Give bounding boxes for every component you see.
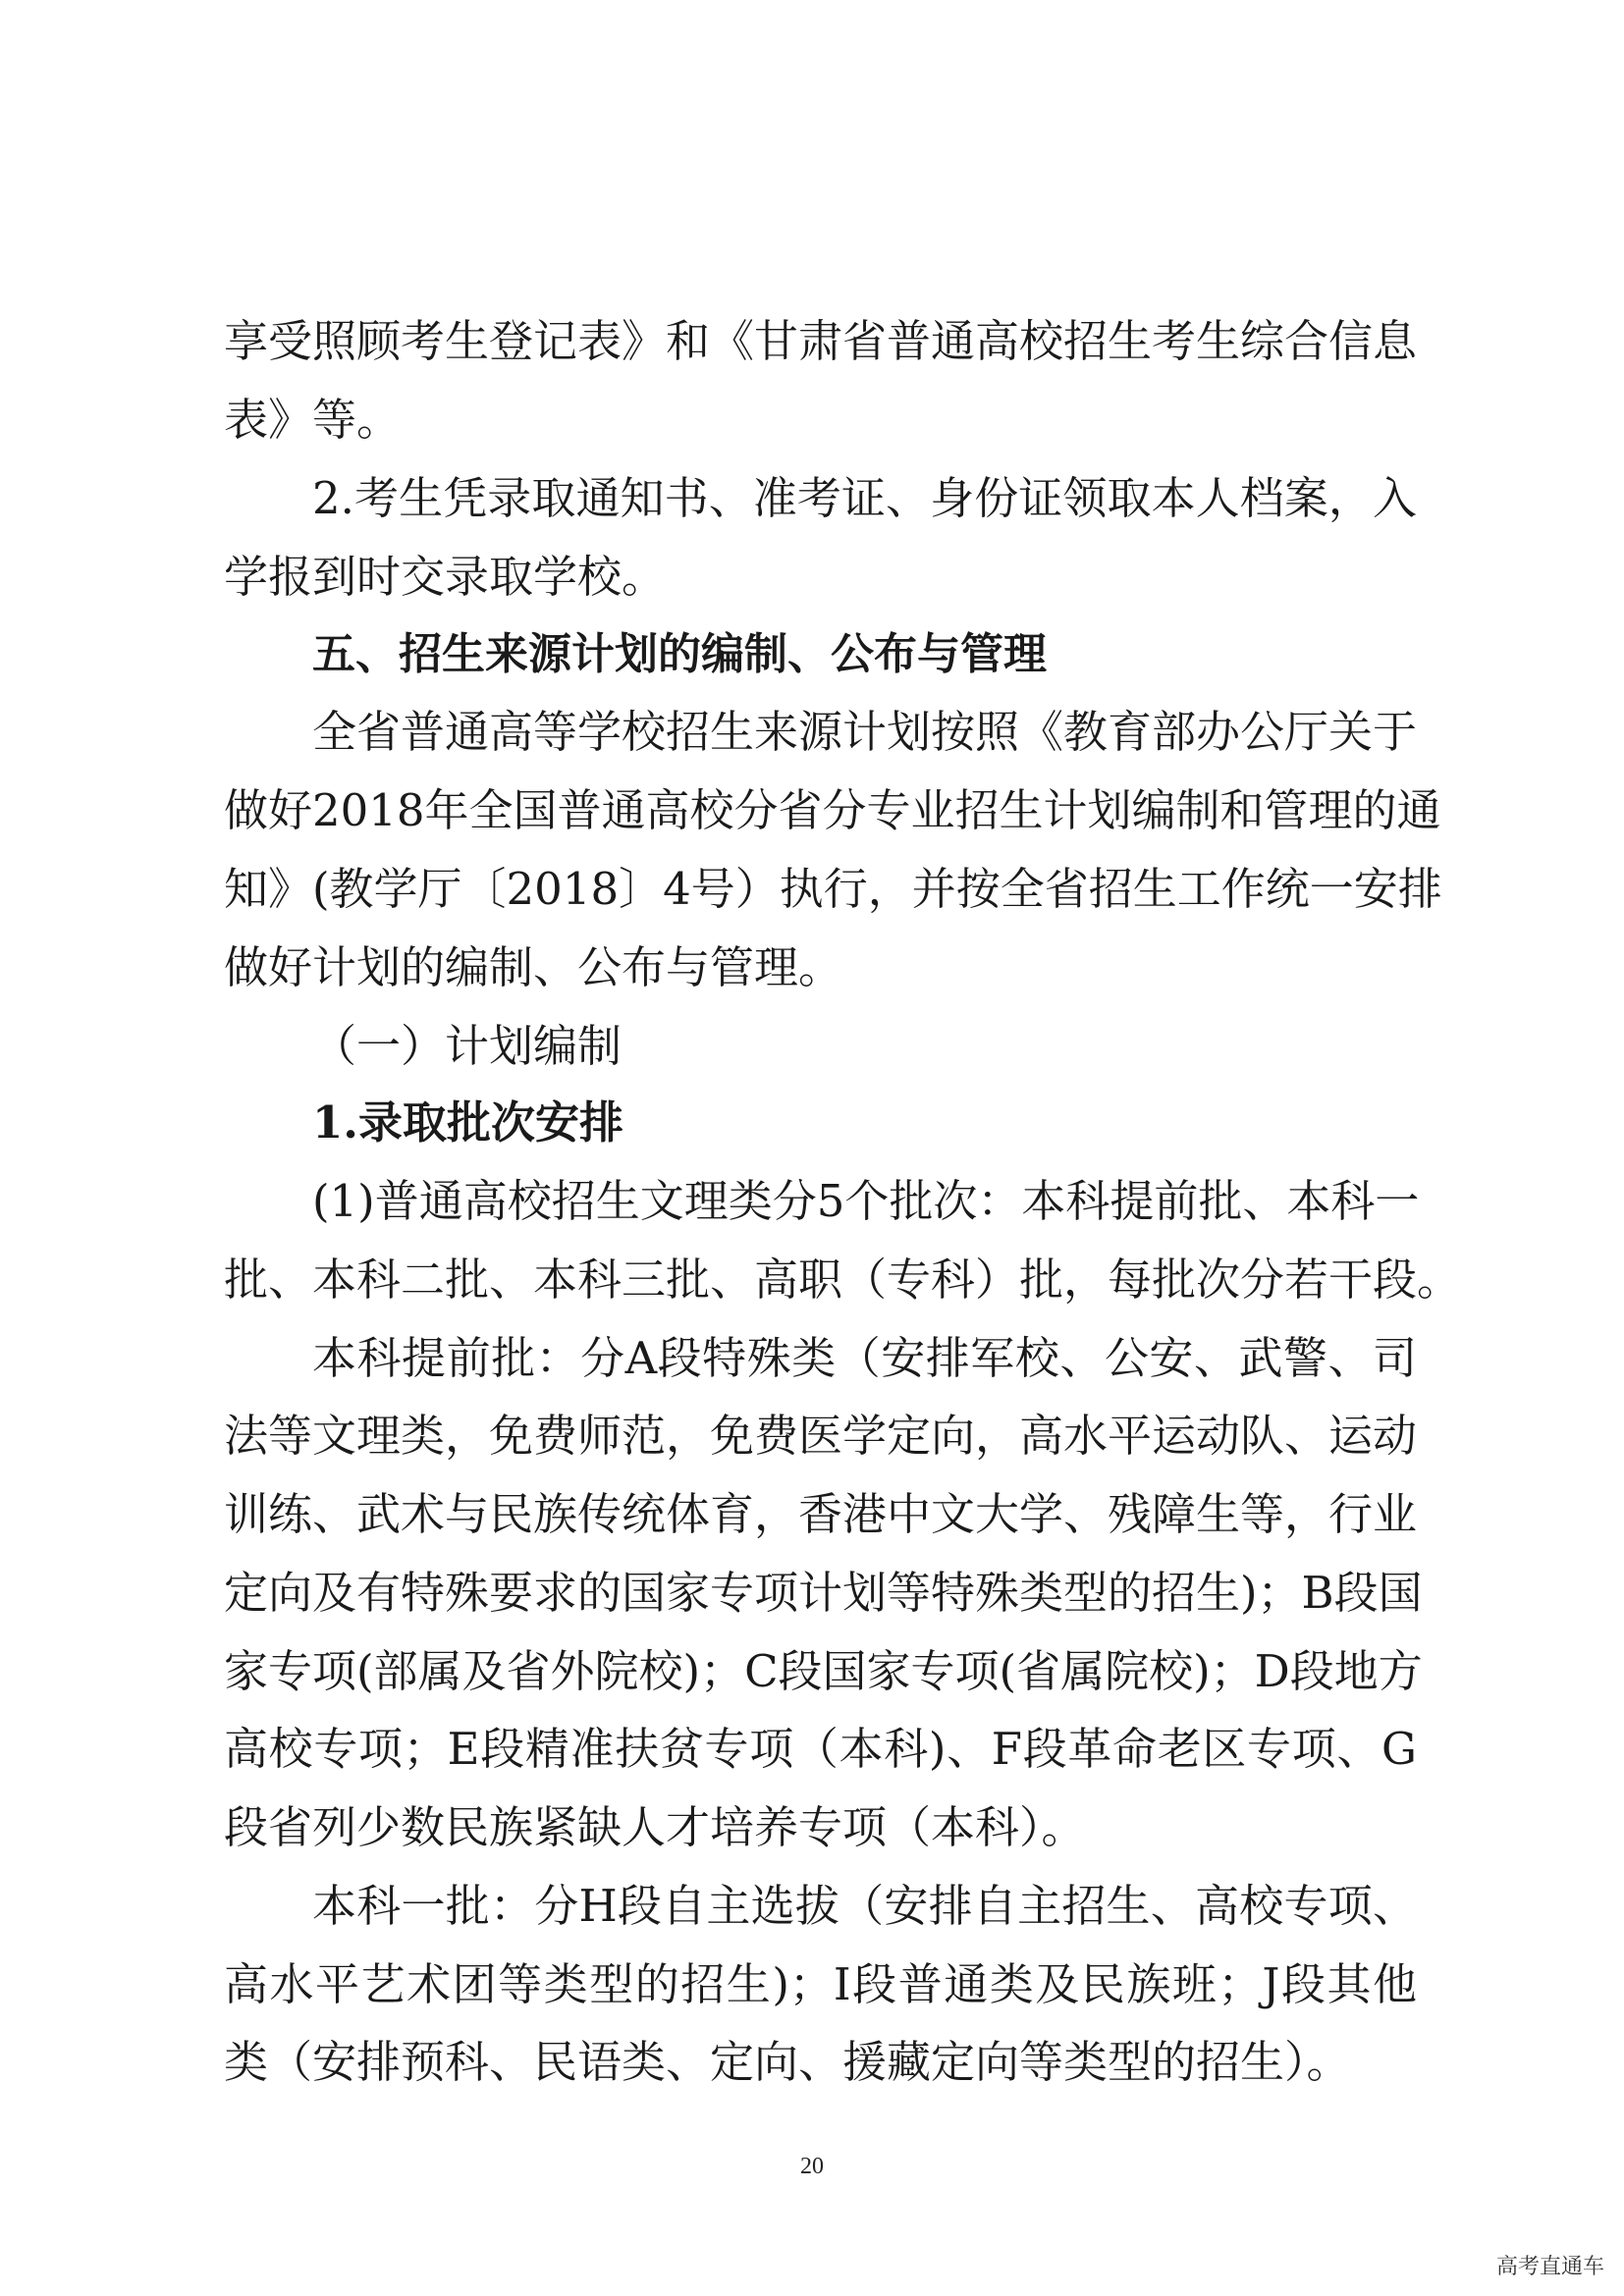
body-line: 类（安排预科、民语类、定向、援藏定向等类型的招生）。 (224, 2036, 1351, 2088)
body-line: 定向及有特殊要求的国家专项计划等特殊类型的招生)；B段国 (224, 1567, 1423, 1619)
body-line: 全省普通高等学校招生来源计划按照《教育部办公厅关于 (312, 706, 1418, 758)
body-line: 表》等。 (224, 394, 402, 446)
body-line: 法等文理类，免费师范，免费医学定向，高水平运动队、运动 (224, 1410, 1418, 1462)
watermark: 高考直通车 (1495, 2255, 1604, 2279)
body-line: 高校专项；E段精准扶贫专项（本科)、F段革命老区专项、G (224, 1723, 1417, 1775)
body-line: 高水平艺术团等类型的招生)；I段普通类及民族班；J段其他 (224, 1958, 1417, 2010)
page-number: 20 (800, 2154, 824, 2179)
body-line: 享受照顾考生登记表》和《甘肃省普通高校招生考生综合信息 (224, 315, 1418, 367)
body-line: 做好2018年全国普通高校分省分专业招生计划编制和管理的通 (224, 784, 1441, 836)
body-line: 本科一批：分H段自主选拔（安排自主招生、高校专项、 (312, 1880, 1417, 1932)
body-line: 知》(教学厅〔2018〕4号）执行，并按全省招生工作统一安排 (224, 863, 1442, 915)
body-line: 段省列少数民族紧缺人才培养专项（本科）。 (224, 1801, 1086, 1853)
body-line: (1)普通高校招生文理类分5个批次：本科提前批、本科一 (312, 1175, 1420, 1227)
body-line: 家专项(部属及省外院校)；C段国家专项(省属院校)；D段地方 (224, 1645, 1423, 1697)
body-line: 批、本科二批、本科三批、高职（专科）批，每批次分若干段。 (224, 1254, 1462, 1306)
body-line: 学报到时交录取学校。 (224, 551, 667, 603)
body-line: 训练、武术与民族传统体育，香港中文大学、残障生等，行业 (224, 1488, 1418, 1540)
section-heading: 五、招生来源计划的编制、公布与管理 (312, 629, 1047, 679)
body-line: 本科提前批：分A段特殊类（安排军校、公安、武警、司 (312, 1332, 1417, 1384)
body-line: 做好计划的编制、公布与管理。 (224, 941, 843, 993)
subsection-heading: 1.录取批次安排 (312, 1096, 623, 1148)
body-line: 2.考生凭录取通知书、准考证、身份证领取本人档案，入 (312, 472, 1417, 524)
subsection-heading: （一）计划编制 (312, 1020, 623, 1072)
